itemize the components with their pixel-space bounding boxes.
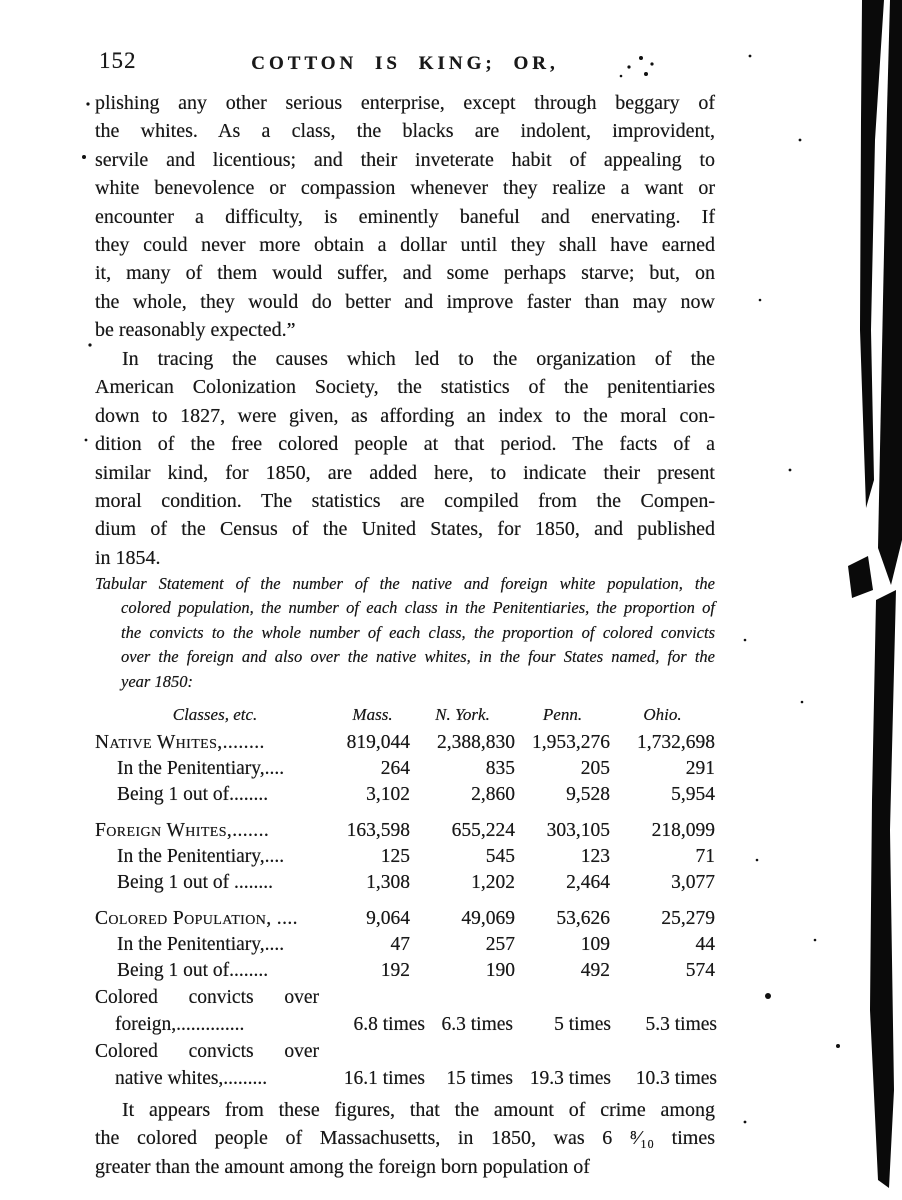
table-row <box>95 1038 717 1092</box>
caption-line: year 1850: <box>121 671 193 691</box>
cell-value: 9,064 <box>366 908 410 929</box>
table-row <box>95 782 717 808</box>
text-line: the whites. As a class, the blacks are indolent, improvident, <box>95 120 715 143</box>
text-line: the whole, they would do better and improve faster than may now <box>95 290 715 313</box>
cell-value: 1,953,276 <box>532 732 610 753</box>
cell-value: 10.3 times <box>635 1068 717 1089</box>
row-label-line-2: native whites,......... <box>115 1068 268 1089</box>
cell-value: 257 <box>485 934 515 955</box>
text-line: encounter a difficulty, is eminently baneful and enervating. If <box>95 205 715 228</box>
cell-value: 123 <box>580 846 610 867</box>
text-line: the colored people of Massachusetts, in 1850, was 6 ⁸⁄₁₀ times <box>95 1127 715 1150</box>
caption-line: Tabular Statement of the number of the native and foreign white population, the <box>95 574 715 593</box>
table-row <box>95 844 717 870</box>
column-header-mass: Mass. <box>352 705 393 724</box>
cell-value: 2,860 <box>471 784 515 805</box>
cell-value: 25,279 <box>661 908 715 929</box>
text-line: they could never more obtain a dollar until they shall have earned <box>95 233 715 256</box>
table-row <box>95 756 717 782</box>
text-line: servile and licentious; and their inveterate habit of appealing to <box>95 148 715 171</box>
column-header-nyork: N. York. <box>435 705 490 724</box>
cell-value: 5.3 times <box>645 1014 717 1035</box>
running-header-title: COTTON IS KING; OR, <box>251 53 559 74</box>
caption-line: over the foreign and also over the native whites, in the four States named, for the <box>121 647 715 667</box>
row-label-line-1: Colored convicts over <box>95 1041 319 1062</box>
table-row <box>95 870 717 896</box>
cell-value: 819,044 <box>346 732 410 753</box>
cell-value: 6.3 times <box>441 1014 513 1035</box>
cell-value: 6.8 times <box>353 1014 425 1035</box>
text-line: be reasonably expected.” <box>95 319 296 342</box>
table-row <box>95 730 717 756</box>
cell-value: 3,102 <box>366 784 410 805</box>
row-label <box>95 1038 325 1092</box>
row-label-line-2: foreign,.............. <box>115 1014 245 1035</box>
cell-value: 3,077 <box>671 872 715 893</box>
cell-value: 835 <box>485 758 515 779</box>
cell-value: 5 times <box>554 1014 611 1035</box>
table-row <box>95 906 717 932</box>
cell-value: 5,954 <box>671 784 715 805</box>
binding-shadow <box>848 0 902 1188</box>
row-label: In the Penitentiary,.... <box>117 846 285 867</box>
text-line: white benevolence or compassion whenever they realize a want or <box>95 177 715 200</box>
cell-value: 545 <box>485 846 515 867</box>
text-line: It appears from these figures, that the amount of crime among <box>122 1099 715 1121</box>
paragraph-2 <box>95 345 715 572</box>
table-row <box>95 984 717 1038</box>
text-line: down to 1827, were given, as affording an index to the moral con- <box>95 404 715 427</box>
cell-value: 9,528 <box>566 784 610 805</box>
table-row <box>95 932 717 958</box>
text-line: dition of the free colored people at that period. The facts of a <box>95 433 715 456</box>
caption-line: colored population, the number of each class in the Penitentiaries, the proportion of <box>121 598 715 618</box>
cell-value: 2,388,830 <box>437 732 515 753</box>
row-label: Being 1 out of........ <box>117 960 269 981</box>
cell-value: 53,626 <box>556 908 610 929</box>
cell-value: 190 <box>485 960 515 981</box>
cell-value: 15 times <box>446 1068 513 1089</box>
table-header-row <box>95 700 717 730</box>
text-line: moral condition. The statistics are compiled from the Compen- <box>95 489 715 512</box>
row-label: Being 1 out of ........ <box>117 872 273 893</box>
text-line: In tracing the causes which led to the organization of the <box>122 348 715 370</box>
caption-line: the convicts to the whole number of each class, the proportion of colored convicts <box>121 622 715 642</box>
text-line: similar kind, for 1850, are added here, to indicate their present <box>95 461 715 484</box>
cell-value: 218,099 <box>651 820 715 841</box>
cell-value: 19.3 times <box>529 1068 611 1089</box>
cell-value: 44 <box>695 934 715 955</box>
table-row <box>95 958 717 984</box>
cell-value: 163,598 <box>346 820 410 841</box>
cell-value: 205 <box>580 758 610 779</box>
cell-value: 264 <box>380 758 410 779</box>
column-header-ohio: Ohio. <box>643 705 682 724</box>
text-line: greater than the amount among the foreign born population of <box>95 1155 590 1178</box>
paragraph-1 <box>95 89 715 345</box>
row-label: Foreign Whites,....... <box>95 820 270 841</box>
statistics-table <box>95 700 717 1092</box>
row-label: In the Penitentiary,.... <box>117 758 285 779</box>
text-line: plishing any other serious enterprise, except through beggary of <box>95 92 715 114</box>
row-label: Native Whites,........ <box>95 732 265 753</box>
row-label: Colored Population, .... <box>95 908 298 929</box>
cell-value: 2,464 <box>566 872 610 893</box>
row-label <box>95 984 325 1038</box>
cell-value: 109 <box>580 934 610 955</box>
page-number: 152 <box>99 48 137 73</box>
column-header-penn: Penn. <box>542 705 583 724</box>
cell-value: 1,202 <box>471 872 515 893</box>
cell-value: 492 <box>580 960 610 981</box>
column-header-classes: Classes, etc. <box>172 705 258 724</box>
text-line: dium of the Census of the United States, for 1850, and published <box>95 518 715 541</box>
table-row <box>95 818 717 844</box>
cell-value: 16.1 times <box>343 1068 425 1089</box>
cell-value: 47 <box>390 934 410 955</box>
cell-value: 303,105 <box>546 820 610 841</box>
cell-value: 655,224 <box>451 820 515 841</box>
text-line: American Colonization Society, the statistics of the penitentiaries <box>95 376 715 399</box>
row-label-line-1: Colored convicts over <box>95 987 319 1008</box>
row-label: In the Penitentiary,.... <box>117 934 285 955</box>
cell-value: 125 <box>380 846 410 867</box>
text-line: in 1854. <box>95 546 161 569</box>
paragraph-3 <box>95 1096 715 1181</box>
cell-value: 192 <box>380 960 410 981</box>
cell-value: 71 <box>695 846 715 867</box>
cell-value: 49,069 <box>461 908 515 929</box>
table-caption <box>95 572 715 694</box>
row-label: Being 1 out of........ <box>117 784 269 805</box>
cell-value: 1,732,698 <box>637 732 715 753</box>
cell-value: 574 <box>685 960 715 981</box>
cell-value: 1,308 <box>366 872 410 893</box>
text-line: it, many of them would suffer, and some perhaps starve; but, on <box>95 262 715 285</box>
cell-value: 291 <box>685 758 715 779</box>
